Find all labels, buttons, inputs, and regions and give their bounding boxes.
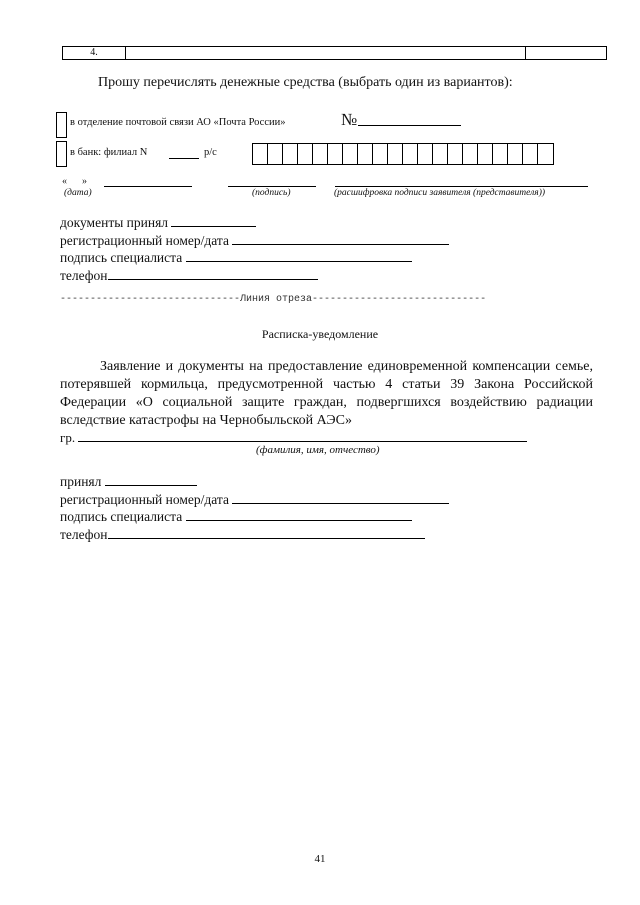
specialist-signature-field-2[interactable] xyxy=(186,508,412,521)
account-number-cells[interactable] xyxy=(252,143,554,165)
post-office-checkbox[interactable] xyxy=(56,112,67,138)
staff-block-2 xyxy=(60,473,500,543)
accepted-field[interactable] xyxy=(171,214,256,227)
page-number: 41 xyxy=(314,853,326,865)
specialist-signature-label-2: подпись специалиста xyxy=(60,509,183,524)
reg-number-field[interactable] xyxy=(232,232,449,245)
account-label: р/с xyxy=(204,147,217,158)
bank-branch-field[interactable] xyxy=(169,158,199,159)
reg-number-label: регистрационный номер/дата xyxy=(60,232,229,248)
number-sign: № xyxy=(341,110,358,129)
date-caption: (дата) xyxy=(64,188,92,198)
reg-number-label-2: регистрационный номер/дата xyxy=(60,491,229,507)
date-month-field[interactable] xyxy=(104,186,192,187)
decoding-caption: (расшифровка подписи заявителя (представителя)) xyxy=(334,188,546,198)
specialist-signature-field[interactable] xyxy=(186,249,412,262)
signature-caption: (подпись) xyxy=(252,188,291,198)
signature-decoding-field[interactable] xyxy=(335,186,588,187)
cut-line: ------------------------------Линия отреза----------------------------- xyxy=(60,294,487,305)
phone-field-2[interactable] xyxy=(108,526,425,539)
specialist-signature-label: подпись специалиста xyxy=(60,250,183,265)
post-office-number-field[interactable] xyxy=(358,125,461,126)
bank-checkbox[interactable] xyxy=(56,141,67,167)
receipt-title: Расписка-уведомление xyxy=(261,327,379,341)
signature-field[interactable] xyxy=(228,186,316,187)
accepted-field-2[interactable] xyxy=(105,473,197,486)
reg-number-field-2[interactable] xyxy=(232,491,449,504)
row-last-cell xyxy=(525,47,606,59)
bank-label: в банк: филиал N xyxy=(70,147,148,158)
citizen-name-field[interactable] xyxy=(78,441,527,442)
citizen-prefix: гр. xyxy=(60,430,76,445)
phone-field[interactable] xyxy=(108,267,318,280)
accepted-label: документы принял xyxy=(60,215,169,230)
accepted-label-2: принял xyxy=(60,474,102,489)
request-text: Прошу перечислять денежные средства (выбрать один из вариантов): xyxy=(98,75,513,90)
date-quotes: « » xyxy=(62,176,87,187)
receipt-paragraph xyxy=(60,358,593,430)
row-number-cell: 4. xyxy=(63,47,126,59)
staff-block-1 xyxy=(60,214,500,284)
phone-label-2: телефон xyxy=(60,526,108,542)
phone-label: телефон xyxy=(60,267,108,283)
table-row-4 xyxy=(62,46,607,60)
post-office-label: в отделение почтовой связи АО «Почта России» xyxy=(70,117,286,128)
receipt-text: Заявление и документы на предоставление единовременной компенсации семье, потерявшей кормильца, предусмотренной частью 4 статьи 39 Закона Российской Федерации «О социальной защите граждан, подвергшихся воздействию радиации вследствие катастрофы на Чернобыльской АЭС» xyxy=(60,359,593,428)
name-caption: (фамилия, имя, отчество) xyxy=(256,444,380,456)
